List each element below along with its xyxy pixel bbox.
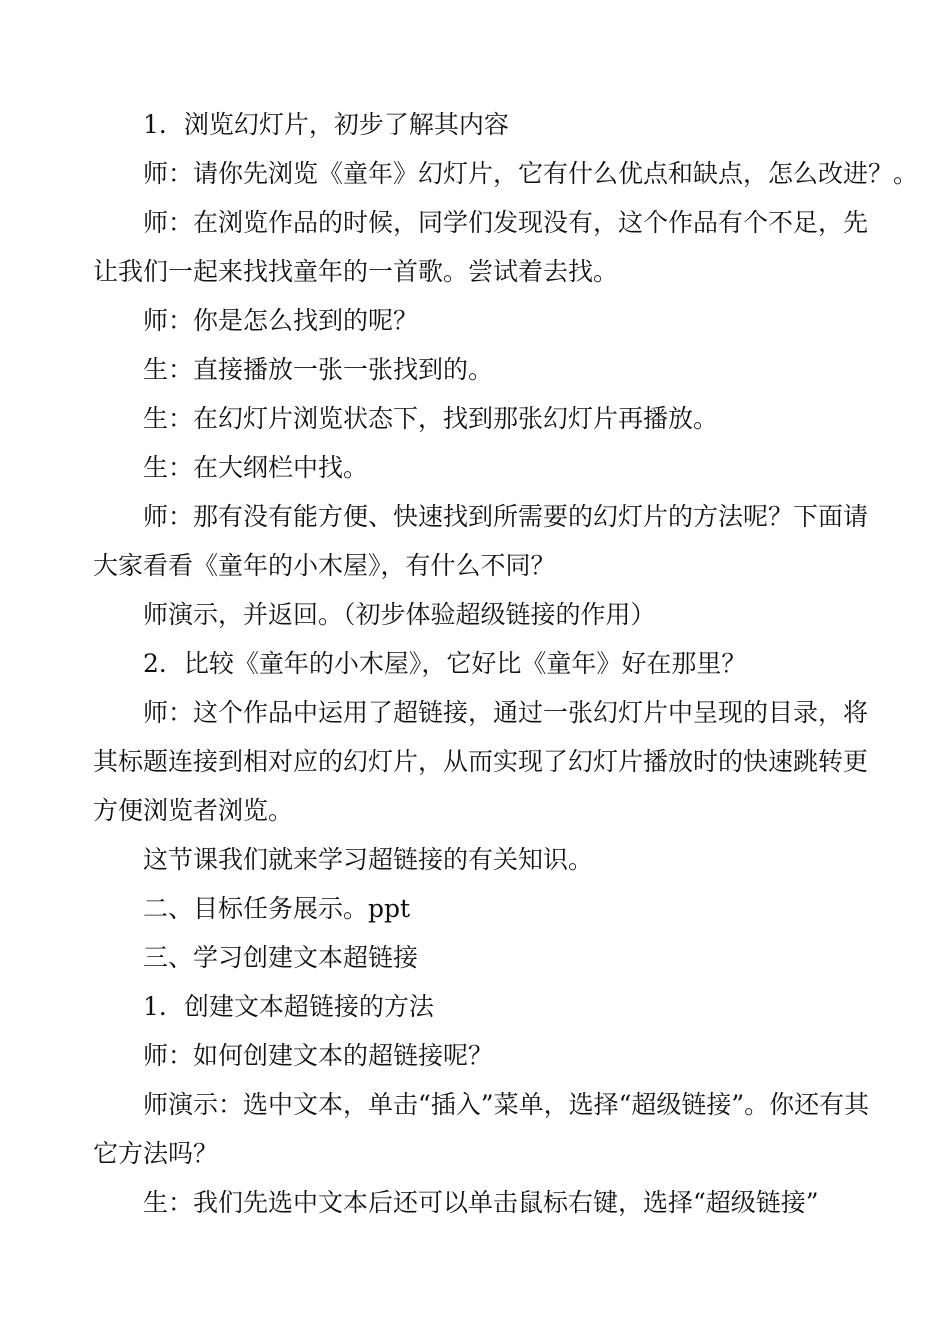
paragraph-3: 师：在浏览作品的时候，同学们发现没有，这个作品有个不足，先让我们一起来找找童年的一首歌。尝试着去找。 [93,208,869,286]
paragraph-1: 1．浏览幻灯片，初步了解其内容 [143,110,509,139]
paragraph-7: 生：在大纲栏中找。 [143,453,369,482]
paragraph-9: 师演示，并返回。（初步体验超级链接的作用） [143,600,656,629]
paragraph-16: 师：如何创建文本的超链接呢？ [143,1041,494,1070]
document-body [93,100,919,1227]
paragraph-17: 师演示：选中文本，单击“插入”菜单，选择“超级链接”。你还有其它方法吗？ [93,1090,870,1168]
paragraph-13: 二、目标任务展示。ppt [143,894,411,923]
paragraph-8: 师：那有没有能方便、快速找到所需要的幻灯片的方法呢？下面请大家看看《童年的小木屋》，有什么不同？ [93,502,869,580]
paragraph-2: 师：请你先浏览《童年》幻灯片，它有什么优点和缺点，怎么改进？。 [143,159,919,188]
paragraph-11: 师：这个作品中运用了超链接，通过一张幻灯片中呈现的目录，将其标题连接到相对应的幻灯片，从而实现了幻灯片播放时的快速跳转更方便浏览者浏览。 [93,698,869,825]
paragraph-4: 师：你是怎么找到的呢？ [143,306,419,335]
paragraph-14: 三、学习创建文本超链接 [143,943,419,972]
paragraph-15: 1．创建文本超链接的方法 [143,992,434,1021]
paragraph-18: 生：我们先选中文本后还可以单击鼠标右键，选择“超级链接” [143,1188,819,1217]
paragraph-6: 生：在幻灯片浏览状态下，找到那张幻灯片再播放。 [143,404,719,433]
paragraph-12: 这节课我们就来学习超链接的有关知识。 [143,845,594,874]
paragraph-5: 生：直接播放一张一张找到的。 [143,355,494,384]
paragraph-10: 2．比较《童年的小木屋》，它好比《童年》好在那里？ [143,649,747,678]
